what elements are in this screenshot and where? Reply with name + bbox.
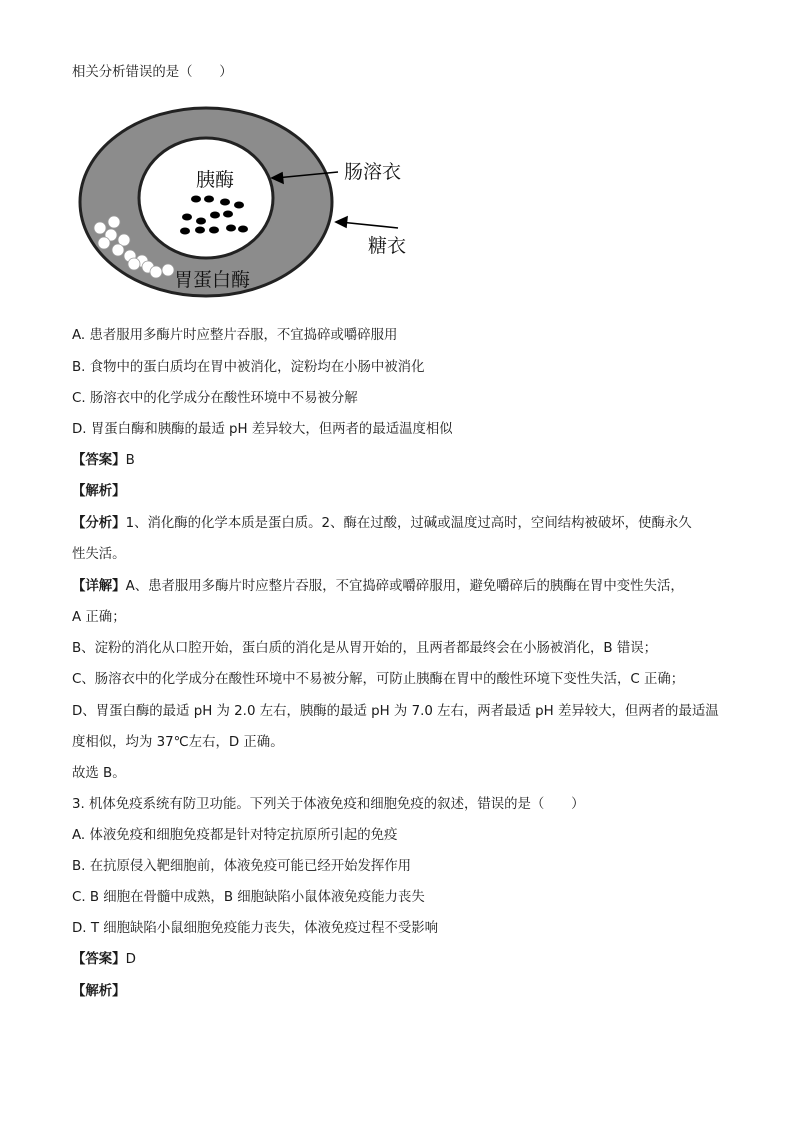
q2-fenxi-line2: 性失活。 — [72, 547, 126, 562]
q3-option-c: C. B 细胞在骨髓中成熟，B 细胞缺陷小鼠体液免疫能力丧失 — [72, 890, 425, 905]
q3-analysis-heading — [72, 982, 126, 1002]
pepsin-label: 胃蛋白酶 — [174, 269, 251, 291]
q3-stem: 3. 机体免疫系统有防卫功能。下列关于体液免疫和细胞免疫的叙述，错误的是（ ） — [72, 797, 585, 812]
inner-label: 胰酶 — [196, 169, 235, 191]
q2-stem: 相关分析错误的是（ ） — [72, 65, 233, 80]
xiangjie-tag: 【详解】 — [72, 579, 126, 594]
q2-xiangjie-d1: D、胃蛋白酶的最适 pH 为 2.0 左右，胰酶的最适 pH 为 7.0 左右，两者最适 pH 差异较大，但两者的最适温 — [72, 704, 719, 719]
enteric-label: 肠溶衣 — [344, 161, 402, 183]
q2-option-d: D. 胃蛋白酶和胰酶的最适 pH 差异较大，但两者的最适温度相似 — [72, 422, 453, 437]
q3-option-d: D. T 细胞缺陷小鼠细胞免疫能力丧失，体液免疫过程不受影响 — [72, 921, 439, 936]
q2-xiangjie-c: C、肠溶衣中的化学成分在酸性环境中不易被分解，可防止胰酶在胃中的酸性环境下变性失活，C 正确； — [72, 672, 685, 687]
fenxi-text1: 1、消化酶的化学本质是蛋白质。2、酶在过酸，过碱或温度过高时，空间结构被破坏，使酶永久 — [125, 516, 692, 531]
q2-option-b: B. 食物中的蛋白质均在胃中被消化，淀粉均在小肠中被消化 — [72, 360, 425, 375]
q2-xiangjie-a2: A 正确； — [72, 610, 126, 625]
q2-option-c: C. 肠溶衣中的化学成分在酸性环境中不易被分解 — [72, 391, 358, 406]
q2-analysis-heading — [72, 482, 126, 502]
q3-option-a: A. 体液免疫和细胞免疫都是针对特定抗原所引起的免疫 — [72, 828, 398, 843]
q3-answer-value: D — [125, 952, 136, 967]
q3-option-b: B. 在抗原侵入靶细胞前，体液免疫可能已经开始发挥作用 — [72, 859, 412, 874]
q2-xiangjie-b: B、淀粉的消化从口腔开始，蛋白质的消化是从胃开始的，且两者都最终会在小肠被消化，B 错误； — [72, 641, 658, 656]
q2-xiangjie-a1 — [72, 577, 684, 597]
q2-conclusion: 故选 B。 — [72, 766, 126, 781]
q3-analysis-tag: 【解析】 — [72, 984, 126, 999]
q2-answer-line — [72, 451, 135, 471]
answer-value: B — [125, 453, 135, 468]
xiangjie-a1-text: A、患者服用多酶片时应整片吞服，不宜捣碎或嚼碎服用，避免嚼碎后的胰酶在胃中变性失活， — [125, 579, 684, 594]
q3-answer-tag: 【答案】 — [72, 952, 126, 967]
fenxi-tag: 【分析】 — [72, 516, 126, 531]
sugar-label: 糖衣 — [368, 235, 407, 257]
q2-option-a: A. 患者服用多酶片时应整片吞服，不宜捣碎或嚼碎服用 — [72, 328, 398, 343]
analysis-tag: 【解析】 — [72, 484, 126, 499]
q2-xiangjie-d2: 度相似，均为 37℃左右，D 正确。 — [72, 735, 284, 750]
multienzyme-tablet-diagram — [76, 104, 416, 300]
answer-tag: 【答案】 — [72, 453, 126, 468]
q3-answer-line — [72, 950, 136, 970]
q2-fenxi-line1 — [72, 514, 692, 534]
